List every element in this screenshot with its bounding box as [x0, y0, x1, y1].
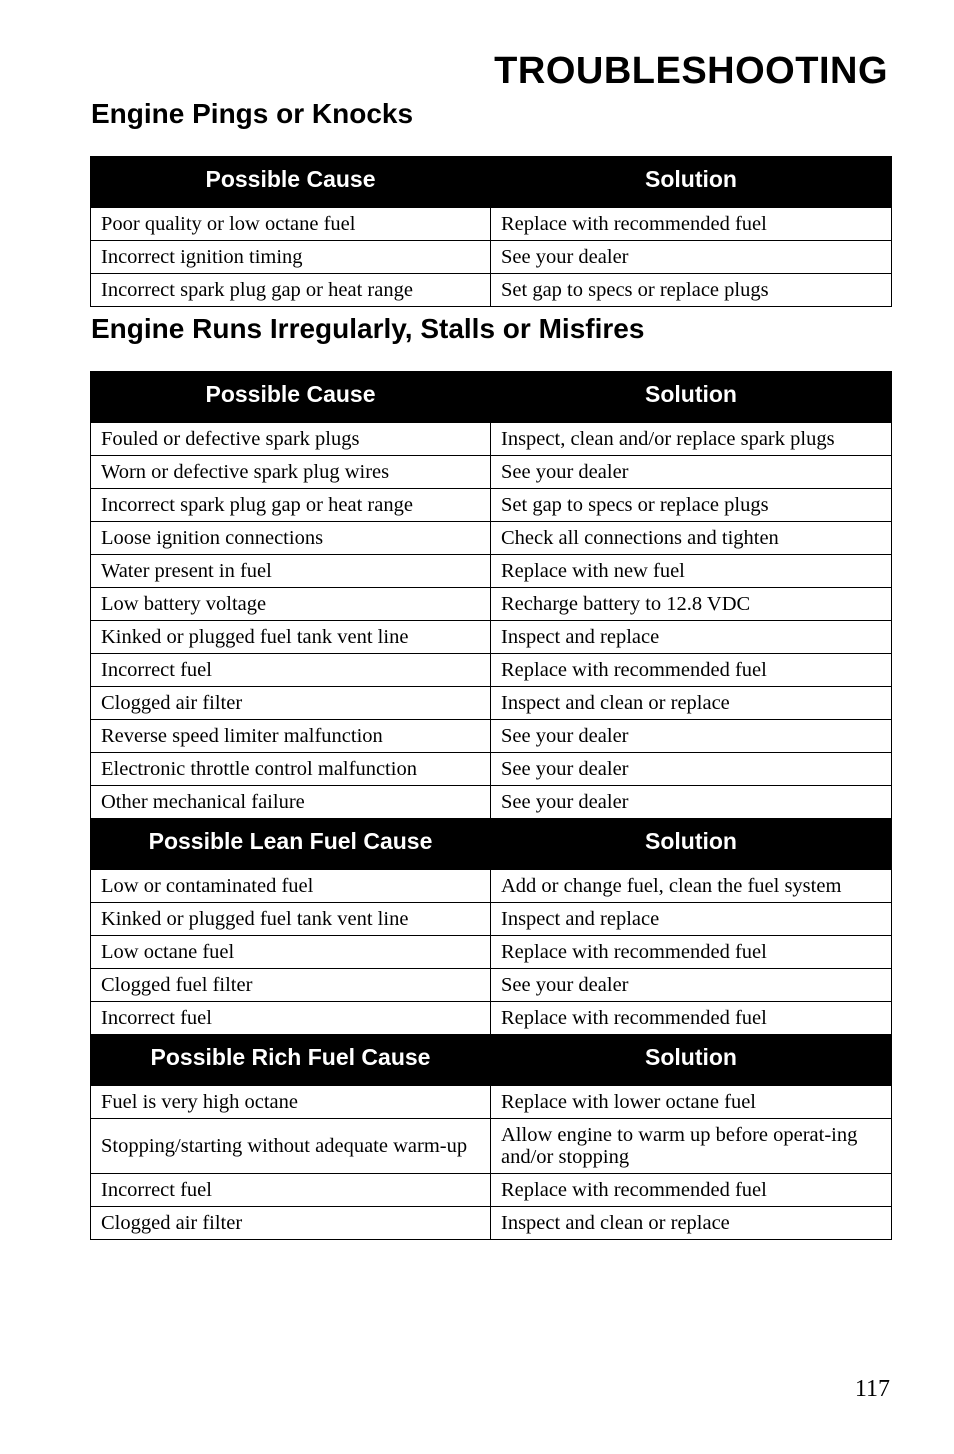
table-row	[91, 903, 892, 936]
cause-cell: Clogged air filter	[91, 1207, 491, 1240]
column-header-rich-fuel-cause: Possible Rich Fuel Cause	[91, 1035, 491, 1086]
column-header-cause: Possible Cause	[91, 157, 491, 208]
solution-cell: Replace with recommended fuel	[491, 1174, 892, 1207]
cause-cell: Incorrect spark plug gap or heat range	[91, 274, 491, 307]
solution-cell: Inspect and replace	[491, 621, 892, 654]
cause-cell: Water present in fuel	[91, 555, 491, 588]
cause-cell: Reverse speed limiter malfunction	[91, 720, 491, 753]
solution-cell: Allow engine to warm up before operat-ing and/or stopping	[491, 1119, 892, 1174]
cause-cell: Worn or defective spark plug wires	[91, 456, 491, 489]
column-header-solution: Solution	[491, 819, 892, 870]
cause-cell: Loose ignition connections	[91, 522, 491, 555]
table-row	[91, 720, 892, 753]
column-header-solution: Solution	[491, 372, 892, 423]
table-row	[91, 621, 892, 654]
solution-cell: Replace with recommended fuel	[491, 1002, 892, 1035]
solution-cell: See your dealer	[491, 969, 892, 1002]
column-header-solution: Solution	[491, 157, 892, 208]
section-title-engine-pings: Engine Pings or Knocks	[91, 98, 414, 129]
column-header-lean-fuel-cause: Possible Lean Fuel Cause	[91, 819, 491, 870]
table-row	[91, 936, 892, 969]
solution-cell: See your dealer	[491, 456, 892, 489]
cause-cell: Kinked or plugged fuel tank vent line	[91, 621, 491, 654]
table-header-row	[91, 157, 892, 208]
table-row	[91, 753, 892, 786]
cause-cell: Poor quality or low octane fuel	[91, 208, 491, 241]
solution-cell: Recharge battery to 12.8 VDC	[491, 588, 892, 621]
table-row	[91, 1086, 892, 1119]
engine-pings-table	[90, 156, 892, 307]
cause-cell: Kinked or plugged fuel tank vent line	[91, 903, 491, 936]
solution-cell: Replace with recommended fuel	[491, 936, 892, 969]
cause-cell: Low octane fuel	[91, 936, 491, 969]
table-header-row	[91, 1035, 892, 1086]
cause-cell: Low battery voltage	[91, 588, 491, 621]
solution-cell: Inspect, clean and/or replace spark plugs	[491, 423, 892, 456]
cause-cell: Other mechanical failure	[91, 786, 491, 819]
solution-cell: Inspect and replace	[491, 903, 892, 936]
cause-cell: Incorrect fuel	[91, 1174, 491, 1207]
solution-cell: Replace with recommended fuel	[491, 208, 892, 241]
cause-cell: Fuel is very high octane	[91, 1086, 491, 1119]
solution-cell: Replace with new fuel	[491, 555, 892, 588]
table-row	[91, 522, 892, 555]
solution-cell: See your dealer	[491, 241, 892, 274]
solution-cell: Replace with lower octane fuel	[491, 1086, 892, 1119]
table-row	[91, 456, 892, 489]
section-title-engine-runs-irregularly: Engine Runs Irregularly, Stalls or Misfires	[91, 313, 645, 344]
page-number: 117	[854, 1376, 890, 1402]
solution-cell: Set gap to specs or replace plugs	[491, 274, 892, 307]
table-row	[91, 274, 892, 307]
table-row	[91, 588, 892, 621]
cause-cell: Incorrect fuel	[91, 654, 491, 687]
table-row	[91, 969, 892, 1002]
cause-cell: Incorrect ignition timing	[91, 241, 491, 274]
column-header-solution: Solution	[491, 1035, 892, 1086]
table-row	[91, 1002, 892, 1035]
cause-cell: Stopping/starting without adequate warm-up	[91, 1119, 491, 1174]
cause-cell: Incorrect spark plug gap or heat range	[91, 489, 491, 522]
table-row	[91, 555, 892, 588]
cause-cell: Electronic throttle control malfunction	[91, 753, 491, 786]
cause-cell: Incorrect fuel	[91, 1002, 491, 1035]
cause-cell: Fouled or defective spark plugs	[91, 423, 491, 456]
solution-cell: See your dealer	[491, 720, 892, 753]
cause-cell: Clogged fuel filter	[91, 969, 491, 1002]
table-header-row	[91, 372, 892, 423]
solution-cell: See your dealer	[491, 786, 892, 819]
engine-runs-irregularly-table	[90, 371, 892, 1240]
page-title: TROUBLESHOOTING	[494, 50, 888, 92]
table-row	[91, 489, 892, 522]
table-row	[91, 654, 892, 687]
table-row	[91, 1119, 892, 1174]
column-header-cause: Possible Cause	[91, 372, 491, 423]
table-header-row	[91, 819, 892, 870]
table-row	[91, 241, 892, 274]
table-row	[91, 786, 892, 819]
table-row	[91, 1174, 892, 1207]
solution-cell: Set gap to specs or replace plugs	[491, 489, 892, 522]
solution-cell: Inspect and clean or replace	[491, 687, 892, 720]
table-row	[91, 870, 892, 903]
solution-cell: Check all connections and tighten	[491, 522, 892, 555]
solution-cell: Inspect and clean or replace	[491, 1207, 892, 1240]
solution-cell: Add or change fuel, clean the fuel system	[491, 870, 892, 903]
cause-cell: Low or contaminated fuel	[91, 870, 491, 903]
solution-cell: See your dealer	[491, 753, 892, 786]
table-row	[91, 687, 892, 720]
table-row	[91, 423, 892, 456]
table-row	[91, 208, 892, 241]
solution-cell: Replace with recommended fuel	[491, 654, 892, 687]
cause-cell: Clogged air filter	[91, 687, 491, 720]
table-row	[91, 1207, 892, 1240]
